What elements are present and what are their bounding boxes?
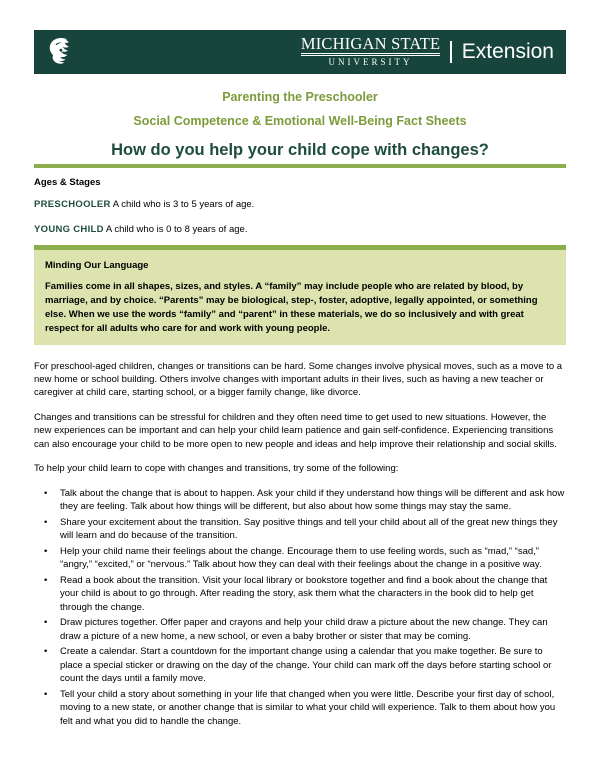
list-item-text: Draw pictures together. Offer paper and crayons and help your child draw a picture about the new change. They can draw a picture of a new home, a new school, or even a baby brother or sister that may be coming.: [60, 617, 548, 642]
age-definition-preschooler: A child who is 3 to 5 years of age.: [110, 199, 255, 211]
list-item-text: Read a book about the transition. Visit your local library or bookstore together and find a book about the change that your child is about to go through. After reading the story, ask them what the characters in the book did to help get through the change.: [60, 574, 548, 613]
main-body-content: [34, 350, 566, 730]
bullet-icon: •: [44, 646, 48, 658]
list-item-text: Talk about the change that is about to happen. Ask your child if they understand how things will be different and ask how they are feeling. Talk about how things will be different, but also about how some things may stay the same.: [60, 487, 565, 513]
page-title: How do you help your child cope with changes?: [111, 140, 489, 159]
msu-wordmark: [301, 35, 566, 68]
body-paragraph-2: Changes and transitions can be stressful for children and they often need time to get used to new situations. However, the new experiences can be important and can help your child learn patience and gain self-confidence. Experiencing transitions can also encourage your child to be more open to new people and ideas and help improve their relationship and social skills.: [34, 411, 557, 450]
series-name: Social Competence & Emotional Well-Being Fact Sheets: [133, 113, 467, 128]
wordmark-university: UNIVERSITY: [301, 55, 440, 68]
list-item-text: Help your child name their feelings about the change. Encourage them to use feeling words, such as “mad,” “sad,” “angry,” “excited,” or “nervous.” Talk about how they can deal with their feelings about the change in a positive way.: [60, 545, 542, 571]
list-item: [34, 516, 566, 543]
wordmark-michigan-state: MICHIGAN STATE: [300, 34, 441, 54]
minding-our-language-callout: [34, 245, 566, 345]
age-term-preschooler: PRESCHOOLER: [34, 199, 111, 211]
age-entry-preschooler: [34, 198, 566, 211]
bullet-icon: •: [44, 688, 48, 700]
list-item: [34, 616, 566, 643]
list-item: [34, 545, 566, 572]
title-block: [34, 88, 566, 173]
age-term-young-child: YOUNG CHILD: [34, 223, 104, 235]
spartan-helmet-icon: [44, 36, 74, 68]
msu-university-lockup: [301, 35, 450, 68]
series-subtitle: Parenting the Preschooler: [222, 90, 378, 104]
list-item: [34, 645, 566, 685]
list-item-text: Create a calendar. Start a countdown for the important change using a calendar that you make together. Be sure to place a special sticker or drawing on the day of the change. Your child can mark off the days before starting school or count the days until a family move.: [60, 646, 552, 685]
green-divider-rule: [34, 164, 566, 168]
msu-extension-header: [34, 30, 566, 74]
body-paragraph-intro-list: To help your child learn to cope with changes and transitions, try some of the following:: [34, 463, 399, 475]
callout-title: Minding Our Language: [45, 260, 149, 271]
callout-body-text: Families come in all shapes, sizes, and styles. A “family” may include people who are related by blood, by marriage, and by choice. “Parents” may be biological, step-, foster, adoptive, legally appointed, or something else. When we use the words “family” and “parent” in these materials, we do so inclusively and with great respect for all adults who care for and work with young people.: [45, 281, 538, 334]
bullet-icon: •: [44, 487, 48, 499]
ages-stages-heading: Ages & Stages: [34, 177, 101, 188]
list-item-text: Share your excitement about the transition. Say positive things and tell your child about all of the great new things they will learn and do because of the transition.: [60, 516, 558, 542]
ages-and-stages-section: [34, 176, 566, 247]
list-item-text: Tell your child a story about something in your life that changed when you were little. Describe your first day of school, moving to a new state, or another change that is similar to what your child will experience. Talk to them about how you felt and what you did to handle the change.: [60, 688, 556, 727]
list-item: [34, 688, 566, 728]
tips-list: [34, 487, 566, 728]
bullet-icon: •: [44, 545, 48, 557]
bullet-icon: •: [44, 574, 48, 586]
bullet-icon: •: [44, 617, 48, 629]
logo-container: [34, 36, 74, 68]
bullet-icon: •: [44, 516, 48, 528]
body-paragraph-1: For preschool-aged children, changes or transitions can be hard. Some changes involve physical moves, such as a move to a new home or school building. Others involve changes with important adults in their lives, such as having a new teacher or caregiver at child care, starting school, or a bigger family change, like divorce.: [34, 360, 563, 399]
list-item: [34, 574, 566, 614]
list-item: [34, 487, 566, 514]
wordmark-divider: [450, 41, 452, 62]
age-definition-young-child: A child who is 0 to 8 years of age.: [103, 223, 248, 235]
wordmark-extension: Extension: [461, 40, 554, 63]
age-entry-young-child: [34, 223, 566, 236]
